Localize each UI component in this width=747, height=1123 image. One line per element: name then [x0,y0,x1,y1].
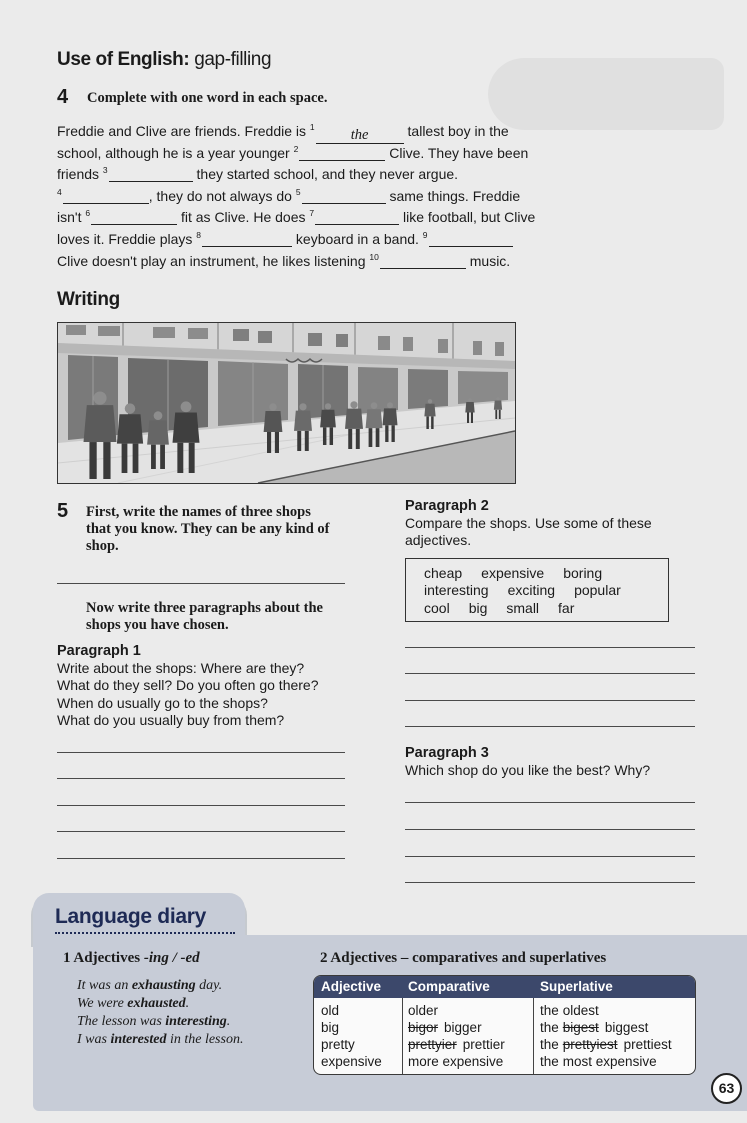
shop-window [408,369,448,409]
person-head [496,397,499,400]
gap-fill-text [57,117,657,268]
comparative-cell [408,1020,482,1035]
writing-line[interactable] [405,700,695,701]
superlative-cell [540,1020,648,1035]
comparative-word: bigger [444,1020,482,1035]
gap-text: Clive. They have been [385,144,529,161]
person-leg [348,429,352,449]
example-text: I was [77,1032,111,1047]
article: the [540,1020,559,1035]
person-leg [385,425,388,442]
person-head [350,401,357,408]
example-text: . [185,996,190,1011]
gap-text: they started school, and they never argue. [192,166,459,183]
adjective-cell: expensive [321,1054,382,1069]
blank-10[interactable] [380,253,466,269]
person-head [181,401,192,412]
adjective-row [424,600,668,617]
person-body [383,408,398,425]
writing-line[interactable] [57,805,345,806]
person-head [93,391,106,404]
writing-line[interactable] [405,726,695,727]
person-leg [426,416,428,429]
language-diary-title: Language diary [55,905,235,934]
example-sentence [77,1013,243,1031]
crossed-out-word: bigor [408,1020,439,1035]
adjective: cool [424,599,450,616]
gap-line [57,225,657,247]
gap-line [57,160,657,182]
gap-line [57,182,657,204]
table-header [314,976,695,998]
crossed-out-word: prettyiest [562,1037,618,1052]
superlative-word: oldest [562,1003,599,1018]
superlative-word: biggest [604,1020,649,1035]
person-leg [369,428,373,447]
gap-text: same things. Freddie [385,187,521,204]
superlative-cell [540,1003,599,1018]
gap-text: Freddie and Clive are friends. Freddie is [57,123,310,139]
person-head [299,403,306,410]
diary-section-1-title: 1 Adjectives [63,950,141,966]
person-head [468,398,472,402]
gap-text: like football, but Clive [399,209,536,226]
example-sentence [77,995,243,1013]
comparative-word: prettier [462,1037,505,1052]
blank-number: 5 [295,186,301,197]
blank-6[interactable] [91,209,177,225]
blank-number: 2 [293,143,299,154]
exercise-5-instruction-1: First, write the names of three shops that you know. They can be any kind of shop. [86,504,330,554]
example-adjective: exhausted [127,996,186,1011]
street-scene [58,323,515,483]
section-title-bold: Use of English: [57,49,190,70]
person-head [371,402,378,409]
writing-line[interactable] [405,829,695,830]
writing-line[interactable] [405,647,695,648]
person-body [147,420,169,444]
person-leg [467,413,469,424]
diary-section-1-heading [63,950,200,967]
gap-line [57,117,657,143]
section-title [57,49,271,71]
gap-line [57,247,657,269]
section-title-rest: gap-filling [194,49,272,70]
writing-line[interactable] [405,882,695,883]
example-sentence [77,1031,243,1049]
blank-number: 7 [309,208,315,219]
person-body [117,414,143,443]
blank-1[interactable]: the [316,128,404,144]
person-leg [103,442,110,479]
gap-text: friends [57,166,103,183]
person-leg [499,410,501,419]
blank-9[interactable] [429,231,513,247]
example-adjective: interesting [165,1014,227,1029]
person-leg [495,410,497,419]
person-leg [297,431,301,451]
person-body [345,409,363,429]
exercise-4-instruction: Complete with one word in each space. [87,90,328,106]
person-leg [89,442,96,479]
example-text: It was an [77,978,132,993]
person-body [320,410,336,428]
person-leg [122,444,128,473]
adjective: boring [563,565,603,581]
comparison-table [313,975,696,1075]
article: the [540,1054,559,1069]
comparative-cell [408,1003,438,1018]
crossed-out-word: bigest [562,1020,599,1035]
writing-line[interactable] [405,856,695,857]
gap-text: fit as Clive. He does [177,209,310,226]
gap-text: tallest boy in the [403,123,509,139]
diary-section-2-heading: 2 Adjectives – comparatives and superlatives [320,950,607,966]
person-leg [133,444,139,473]
person-leg [305,431,309,451]
person-leg [356,429,360,449]
person-leg [267,432,271,453]
blank-number: 1 [309,122,315,132]
writing-line[interactable] [57,752,345,753]
column-header: Adjective [321,979,382,994]
person-body [294,411,312,431]
person-leg [330,427,333,445]
table-row [314,1003,695,1020]
blank-number: 9 [422,229,428,240]
superlative-cell [540,1037,672,1052]
shop-window [458,371,508,404]
example-text: in the lesson. [166,1032,244,1047]
superlative-word: most expensive [562,1054,657,1069]
person-leg [323,427,326,445]
column-header: Superlative [540,979,613,994]
blank-number: 6 [85,208,91,219]
example-adjective: interested [110,1032,167,1047]
gap-text: school, although he is a year younger [57,144,294,161]
blank-number: 8 [196,229,202,240]
article: the [540,1037,559,1052]
example-text: . [226,1014,231,1029]
writing-line[interactable] [57,583,345,584]
blank-number: 4 [57,186,62,197]
person-leg [431,416,433,429]
person-leg [160,445,165,469]
adjective-cell: big [321,1020,340,1035]
page-number: 63 [711,1073,742,1104]
gap-text: loves it. Freddie plays [57,230,197,247]
adjective-row [424,582,668,599]
exercise-5-number: 5 [57,500,69,522]
adjective: cheap [424,565,463,581]
table-row [314,1020,695,1037]
person-leg [151,445,156,469]
person-head [269,403,277,411]
crossed-out-word: prettyier [408,1037,457,1052]
example-sentence [77,977,243,995]
gap-line [57,203,657,225]
example-adjective: exhausting [131,978,196,993]
gap-text: Clive doesn't play an instrument, he likes listening [57,252,370,269]
blank-number: 3 [102,165,108,176]
column-header: Comparative [408,979,490,994]
adjective: big [468,599,488,616]
person-head [125,403,136,414]
adjective: exciting [507,582,556,599]
person-leg [392,425,395,442]
person-leg [471,413,473,424]
person-leg [275,432,279,453]
blank-8[interactable] [202,231,292,247]
person-body [494,401,502,410]
adjective-row [424,565,668,582]
gap-text: , they do not always do [148,187,296,204]
gap-text: music. [465,252,511,269]
table-row [314,1054,695,1071]
blank-7[interactable] [315,209,399,225]
person-head [428,399,433,404]
paragraph-3-prompt: Which shop do you like the best? Why? [405,762,651,778]
blank-2[interactable] [299,145,385,161]
comparative-cell [408,1037,505,1052]
adjective-cell: old [321,1003,340,1018]
person-body [264,411,283,432]
adjective: far [558,599,575,616]
writing-line[interactable] [405,673,695,674]
blank-number: 10 [369,251,379,262]
person-leg [189,443,195,473]
person-leg [376,428,380,447]
adjective: popular [574,582,621,599]
adjective: interesting [424,582,489,599]
comparative-word: older [408,1003,439,1018]
street-illustration [57,322,516,484]
writing-heading: Writing [57,289,120,310]
person-body [366,409,383,428]
paragraph-1-heading: Paragraph 1 [57,643,141,659]
person-leg [177,443,183,473]
prompt-line: What do they sell? Do you often go there? [57,677,319,694]
superlative-cell [540,1054,657,1069]
example-text: day. [195,978,223,993]
adjective: small [506,599,540,616]
table-row [314,1037,695,1054]
example-text: We were [77,996,128,1011]
diary-section-1-suffixes: -ing / -ed [143,950,200,966]
writing-line[interactable] [57,858,345,859]
prompt-line: When do usually go to the shops? [57,694,268,711]
diary-examples [77,977,243,1049]
example-text: The lesson was [77,1014,166,1029]
writing-line[interactable] [405,802,695,803]
gap-text: keyboard in a band. [292,230,423,247]
prompt-line: What do you usually buy from them? [57,711,285,728]
person-head [325,403,331,409]
person-body [84,405,117,442]
person-body [173,413,200,443]
comparative-word: more expensive [408,1054,504,1069]
person-head [387,402,393,408]
gap-line [57,139,657,161]
adjective: expensive [481,565,545,581]
adjective-box [405,558,669,622]
paragraph-2-heading: Paragraph 2 [405,498,489,514]
person-body [465,402,474,413]
exercise-4-number: 4 [57,86,69,108]
superlative-word: prettiest [623,1037,672,1052]
paragraph-2-prompt: Compare the shops. Use some of these adjectives. [405,515,652,549]
blank-4[interactable] [63,188,149,204]
writing-line[interactable] [57,831,345,832]
writing-line[interactable] [57,778,345,779]
blank-5[interactable] [302,188,386,204]
comparative-cell [408,1054,503,1069]
gap-text: isn't [57,209,86,226]
adjective-cell: pretty [321,1037,355,1052]
paragraph-3-heading: Paragraph 3 [405,745,489,761]
article: the [540,1003,559,1018]
person-head [154,411,163,420]
paragraph-1-prompts [57,660,357,729]
exercise-5-instruction-2: Now write three paragraphs about the shops you have chosen. [86,600,323,633]
prompt-line: Write about the shops: Where are they? [57,660,305,676]
person-body [424,404,435,417]
blank-3[interactable] [109,166,193,182]
